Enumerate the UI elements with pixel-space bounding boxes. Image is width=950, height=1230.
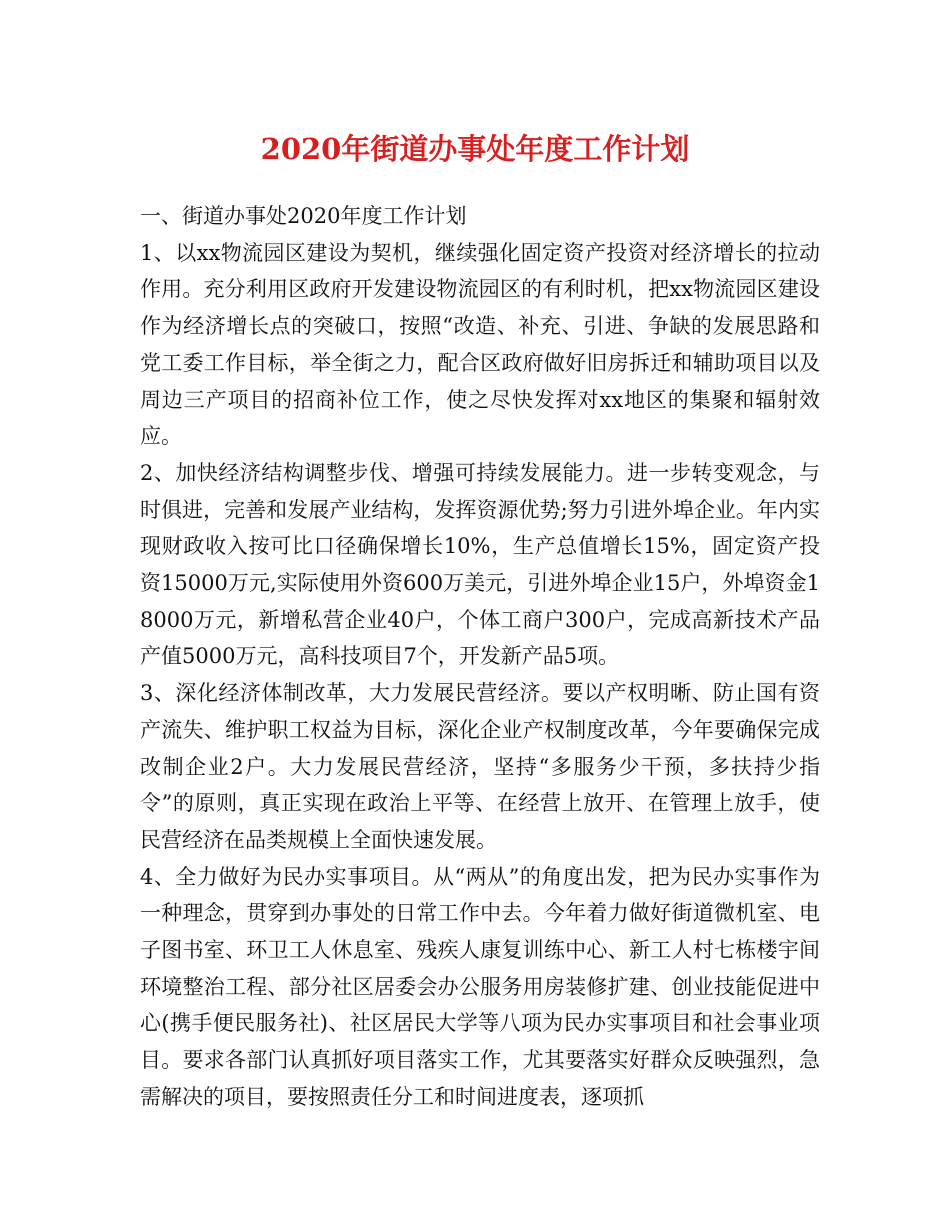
section-heading: 一、街道办事处2020年度工作计划 [140,204,467,228]
paragraph-item-1: 1、以xx物流园区建设为契机，继续强化固定资产投资对经济增长的拉动作用。充分利用区政府开发建设物流园区的有利时机，把xx物流园区建设作为经济增长点的突破口，按照“改造、补充、引进、争缺的发展思路和党工委工作目标，举全街之力，配合区政府做好旧房拆迁和辅助项目以及周边三产项目的招商补位工作，使之尽快发挥对xx地区的集聚和辐射效应。 [140,240,820,449]
paragraph-item-4: 4、全力做好为民办实事项目。从“两从”的角度出发，把为民办实事作为一种理念，贯穿到办事处的日常工作中去。今年着力做好街道微机室、电子图书室、环卫工人休息室、残疾人康复训练中心、新工人村七栋楼宇间环境整治工程、部分社区居委会办公服务用房装修扩建、创业技能促进中心(携手便民服务社)、社区居民大学等八项为民办实事项目和社会事业项目。要求各部门认真抓好项目落实工作，尤其要落实好群众反映强烈，急需解决的项目，要按照责任分工和时间进度表，逐项抓 [140,864,820,1109]
document-title: 2020年街道办事处年度工作计划 [260,132,690,166]
paragraph-item-3: 3、深化经济体制改革，大力发展民营经济。要以产权明晰、防止国有资产流失、维护职工权益为目标，深化企业产权制度改革，今年要确保完成改制企业2户。大力发展民营经济，坚持“多服务少干预，多扶持少指令”的原则，真正实现在政治上平等、在经营上放开、在管理上放手，使民营经济在品类规模上全面快速发展。 [140,681,820,852]
document-body [140,198,820,1116]
paragraph-item-2: 2、加快经济结构调整步伐、增强可持续发展能力。进一步转变观念，与时俱进，完善和发展产业结构，发挥资源优势;努力引进外埠企业。年内实现财政收入按可比口径确保增长10%，生产总值增长15%，固定资产投资15000万元,实际使用外资600万美元，引进外埠企业15户，外埠资金18000万元，新增私营企业40户，个体工商户300户，完成高新技术产品产值5000万元，高科技项目7个，开发新产品5项。 [140,460,820,669]
